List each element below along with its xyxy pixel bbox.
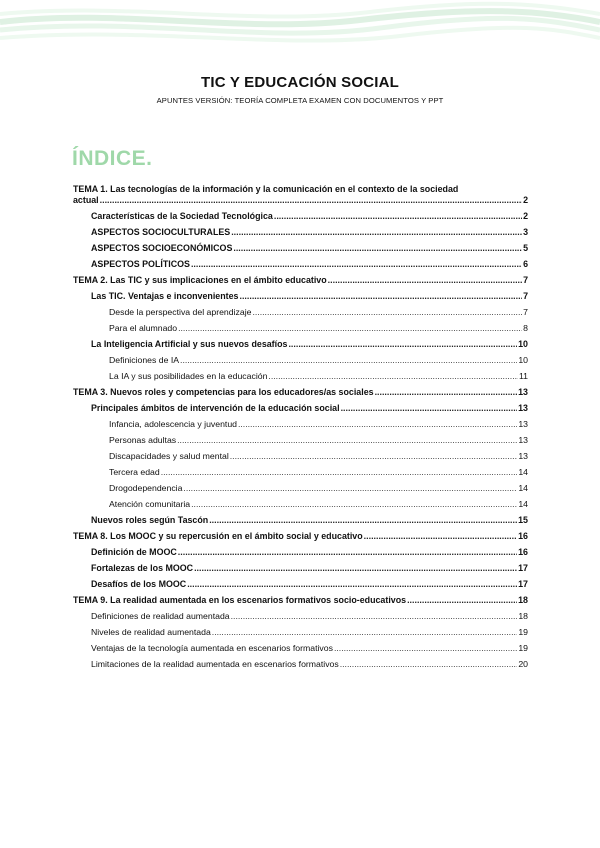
toc-subentry[interactable]: Definiciones de IA ..... 10 [73,355,528,366]
toc-entry[interactable]: Definición de MOOC ..... 16 [73,547,528,558]
toc-entry[interactable]: Limitaciones de la realidad aumentada en escenarios formativos ..... 20 [73,659,528,670]
toc-entry[interactable]: Ventajas de la tecnología aumentada en escenarios formativos ..... 19 [73,643,528,654]
toc-subentry[interactable]: Infancia, adolescencia y juventud ..... 13 [73,419,528,430]
index-heading: ÍNDICE. [72,147,153,170]
toc-entry[interactable]: Principales ámbitos de intervención de la educación social ..... 13 [73,403,528,414]
document-subtitle: APUNTES VERSIÓN: TEORÍA COMPLETA EXAMEN CON DOCUMENTOS Y PPT [156,96,444,105]
document-title: TIC Y EDUCACIÓN SOCIAL [200,74,400,91]
toc-entry[interactable]: ASPECTOS POLÍTICOS ..... 6 [73,259,528,270]
toc-tema1-line2[interactable]: actual ..... 2 [73,195,528,206]
toc-tema-entry[interactable]: TEMA 3. Nuevos roles y competencias para los educadores/as sociales ..... 13 [73,387,528,398]
toc-subentry[interactable]: Discapacidades y salud mental ..... 13 [73,451,528,462]
toc-subentry[interactable]: Personas adultas ..... 13 [73,435,528,446]
toc-entry[interactable]: Características de la Sociedad Tecnológica ..... 2 [73,211,528,222]
toc-entry[interactable]: Niveles de realidad aumentada ..... 19 [73,627,528,638]
toc-tema-entry[interactable]: TEMA 2. Las TIC y sus implicaciones en el ámbito educativo ..... 7 [73,275,528,286]
toc-entry[interactable]: ASPECTOS SOCIOECONÓMICOS ..... 5 [73,243,528,254]
table-of-contents [73,184,528,675]
toc-tema-entry[interactable]: TEMA 8. Los MOOC y su repercusión en el ámbito social y educativo ..... 16 [73,531,528,542]
toc-subentry[interactable]: Atención comunitaria ..... 14 [73,499,528,510]
toc-subentry[interactable]: Drogodependencia ..... 14 [73,483,528,494]
toc-subentry[interactable]: La IA y sus posibilidades en la educación ..... 11 [73,371,528,382]
toc-subentry[interactable]: Para el alumnado ..... 8 [73,323,528,334]
toc-entry[interactable]: Desafíos de los MOOC ..... 17 [73,579,528,590]
toc-entry[interactable]: Fortalezas de los MOOC ..... 17 [73,563,528,574]
toc-entry[interactable]: La Inteligencia Artificial y sus nuevos desafíos ..... 10 [73,339,528,350]
toc-entry[interactable]: Definiciones de realidad aumentada ..... 18 [73,611,528,622]
header-wave-decoration [0,0,600,60]
toc-tema1-line1[interactable]: TEMA 1. Las tecnologías de la información y la comunicación en el contexto de la sociedad [73,184,459,194]
toc-entry[interactable]: Nuevos roles según Tascón ..... 15 [73,515,528,526]
toc-subentry[interactable]: Tercera edad ..... 14 [73,467,528,478]
toc-subentry[interactable]: Desde la perspectiva del aprendizaje ..... 7 [73,307,528,318]
toc-entry[interactable]: ASPECTOS SOCIOCULTURALES ..... 3 [73,227,528,238]
toc-entry[interactable]: Las TIC. Ventajas e inconvenientes ..... 7 [73,291,528,302]
toc-tema-entry[interactable]: TEMA 9. La realidad aumentada en los escenarios formativos socio-educativos ..... 18 [73,595,528,606]
